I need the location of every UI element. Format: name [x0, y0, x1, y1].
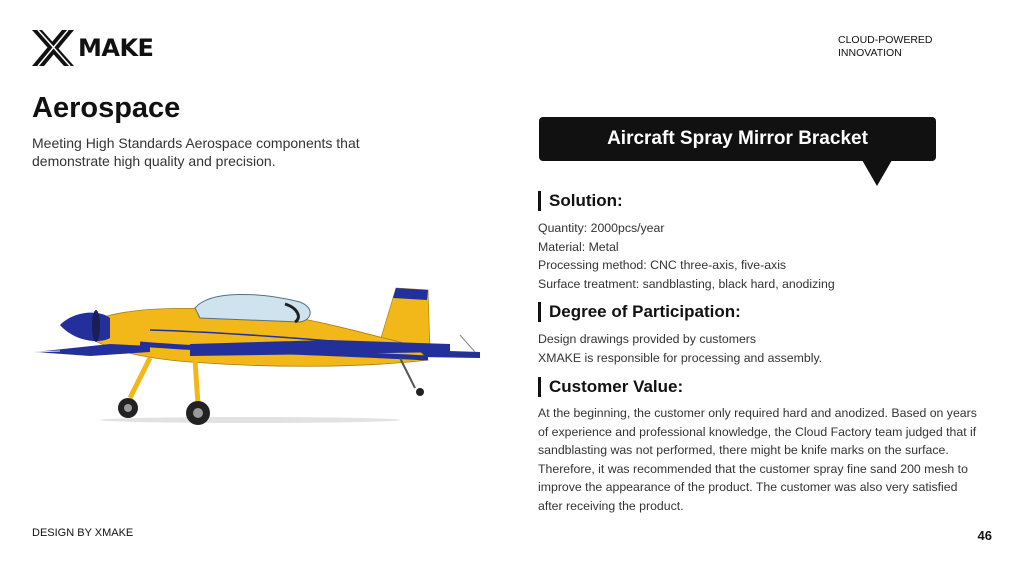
tagline-line-2: INNOVATION	[838, 47, 902, 59]
footer-brand: DESIGN BY XMAKE	[32, 527, 134, 539]
solution-body	[538, 219, 978, 293]
participation-line-1: Design drawings provided by customers	[538, 332, 757, 346]
page-number: 46	[977, 528, 992, 543]
value-text: At the beginning, the customer only required hard and anodized. Based on years of experience and professional knowledge, the Cloud Factory team judged that if sandblasting was not performed, there might be knife marks on the surface. Therefore, it was recommended that the customer spray fine sand 200 mesh to improve the appearance of the product. The customer was also very satisfied after receiving the product.	[538, 406, 977, 513]
value-heading: Customer Value:	[538, 377, 683, 397]
page-subtitle: Meeting High Standards Aerospace components that demonstrate high quality and precision.	[32, 135, 360, 169]
solution-material: Material: Metal	[538, 239, 619, 254]
x-logo-icon	[32, 30, 74, 66]
case-title-banner: Aircraft Spray Mirror Bracket	[539, 117, 936, 161]
tagline-line-1: CLOUD-POWERED	[838, 34, 933, 46]
solution-processing: Processing method: CNC three-axis, five-axis	[538, 258, 787, 272]
solution-surface: Surface treatment: sandblasting, black hard, anodizing	[538, 276, 835, 291]
participation-line-2: XMAKE is responsible for processing and assembly.	[538, 350, 823, 365]
value-body	[538, 404, 978, 515]
participation-heading: Degree of Participation:	[538, 302, 741, 322]
page-title: Aerospace	[32, 92, 181, 124]
aircraft-illustration	[30, 280, 490, 435]
participation-body	[538, 330, 978, 367]
solution-quantity: Quantity: 2000pcs/year	[538, 221, 665, 235]
logo-text: MAKE	[78, 34, 154, 62]
solution-heading: Solution:	[538, 191, 623, 211]
banner-pointer	[862, 160, 892, 186]
tagline	[838, 34, 988, 60]
brand-logo	[32, 29, 153, 67]
